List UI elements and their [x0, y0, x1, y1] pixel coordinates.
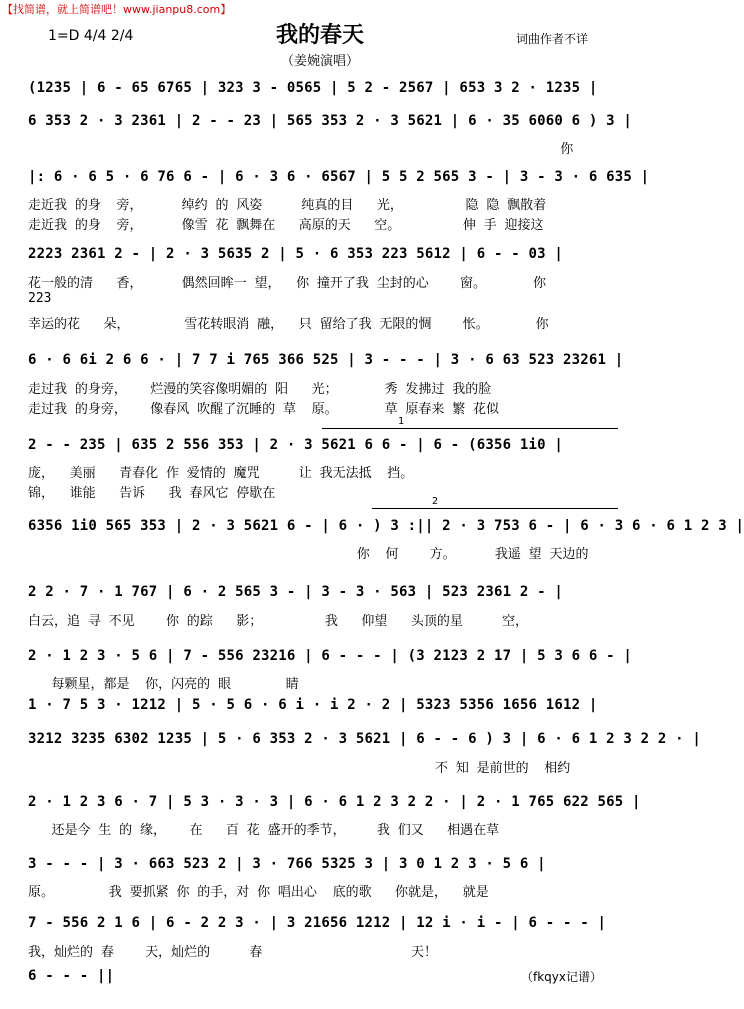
lyric-line: 223 [28, 291, 52, 306]
lyric-line: 你 [28, 142, 574, 157]
notation-row: 6 · 6 6i 2 6 6 · | 7 7 i 765 366 525 | 3 - - - | 3 · 6 63 523 23261 | [28, 352, 624, 368]
notation-row: |: 6 · 6 5 · 6 76 6 - | 6 · 3 6 · 6567 | 5 5 2 565 3 - | 3 - 3 · 6 635 | [28, 169, 650, 185]
lyric-line: 你 何 方。 我遥 望 天边的 [28, 547, 589, 562]
notation-row: 7 - 556 2 1 6 | 6 - 2 2 3 · | 3 21656 1212 | 12 i · i - | 6 - - - | [28, 915, 607, 931]
lyric-line: 花一般的清 香， 偶然回眸一 望， 你 撞开了我 尘封的心 窗。 你 [28, 276, 547, 291]
lyric-line: 走近我 的身 旁， 绰约 的 风姿 纯真的目 光， 隐 隐 飘散着 [28, 198, 547, 213]
notation-row: 2223 2361 2 - | 2 · 3 5635 2 | 5 · 6 353 223 5612 | 6 - - 03 | [28, 246, 563, 262]
notation-row: (1235 | 6 - 65 6765 | 323 3 - 0565 | 5 2 - 2567 | 653 3 2 · 1235 | [28, 80, 598, 96]
notation-row: 2 · 1 2 3 6 · 7 | 5 3 · 3 · 3 | 6 · 6 1 2 3 2 2 · | 2 · 1 765 622 565 | [28, 794, 641, 810]
volta-label: 1 [398, 416, 405, 427]
site-banner: 【找简谱，就上简谱吧！www.jianpu8.com】 [2, 3, 232, 16]
notation-row: 6 - - - || [28, 968, 115, 984]
song-title: 我的春天 [275, 23, 364, 48]
volta-bracket [322, 428, 618, 429]
notation-row: 6356 1i0 565 353 | 2 · 3 5621 6 - | 6 · ) 3 :|| 2 · 3 753 6 - | 6 · 3 6 · 6 1 2 3 | [28, 518, 744, 534]
volta-bracket [372, 508, 618, 509]
lyric-line: 每颗星，都是 你，闪亮的 眼 睛 [28, 677, 299, 692]
lyric-line: 走过我 的身旁， 烂漫的笑容像明媚的 阳 光； 秀 发拂过 我的脸 [28, 382, 492, 397]
lyric-line: 白云，追 寻 不见 你 的踪 影； 我 仰望 头顶的星 空， [28, 614, 528, 629]
credit-text: 词曲作者不详 [515, 32, 588, 46]
notation-row: 2 - - 235 | 635 2 556 353 | 2 · 3 5621 6 6 - | 6 - (6356 1i0 | [28, 437, 563, 453]
notation-row: 3212 3235 6302 1235 | 5 · 6 353 2 · 3 5621 | 6 - - 6 ) 3 | 6 · 6 1 2 3 2 2 · | [28, 731, 702, 747]
scribe-credit: （fkqyx记谱） [521, 970, 602, 984]
lyric-line: 走近我 的身 旁， 像雪 花 飘舞在 高原的天 空。 伸 手 迎接这 [28, 218, 544, 233]
lyric-line: 不 知 是前世的 相约 [28, 761, 571, 776]
lyric-line: 庞， 美丽 青春化 作 爱情的 魔咒 让 我无法抵 挡。 [28, 466, 414, 481]
lyric-line: 我，灿烂的 春 天，灿烂的 春 天！ [28, 945, 437, 960]
singer-text: （姜婉演唱） [280, 54, 359, 69]
notation-row: 2 2 · 7 · 1 767 | 6 · 2 565 3 - | 3 - 3 · 563 | 523 2361 2 - | [28, 584, 563, 600]
lyric-line: 原。 我 要抓紧 你 的手，对 你 唱出心 底的歌 你就是， 就是 [28, 885, 489, 900]
lyric-line: 锦， 谁能 告诉 我 春风它 停歇在 [28, 486, 276, 501]
notation-row: 3 - - - | 3 · 663 523 2 | 3 · 766 5325 3 | 3 0 1 2 3 · 5 6 | [28, 856, 546, 872]
notation-row: 6 353 2 · 3 2361 | 2 - - 23 | 565 353 2 · 3 5621 | 6 · 35 6060 6 ) 3 | [28, 113, 633, 129]
key-signature: 1=D 4/4 2/4 [48, 28, 134, 44]
volta-label: 2 [432, 496, 439, 507]
lyric-line: 幸运的花 朵， 雪花转眼消 融， 只 留给了我 无限的惆 怅。 你 [28, 317, 549, 332]
notation-row: 2 · 1 2 3 · 5 6 | 7 - 556 23216 | 6 - - - | (3 2123 2 17 | 5 3 6 6 - | [28, 648, 633, 664]
lyric-line: 还是今 生 的 缘， 在 百 花 盛开的季节， 我 们又 相遇在草 [28, 823, 500, 838]
lyric-line: 走过我 的身旁， 像春风 吹醒了沉睡的 草 原。 草 原春来 繁 花似 [28, 402, 500, 417]
notation-row: 1 · 7 5 3 · 1212 | 5 · 5 6 · 6 i · i 2 · 2 | 5323 5356 1656 1612 | [28, 697, 598, 713]
